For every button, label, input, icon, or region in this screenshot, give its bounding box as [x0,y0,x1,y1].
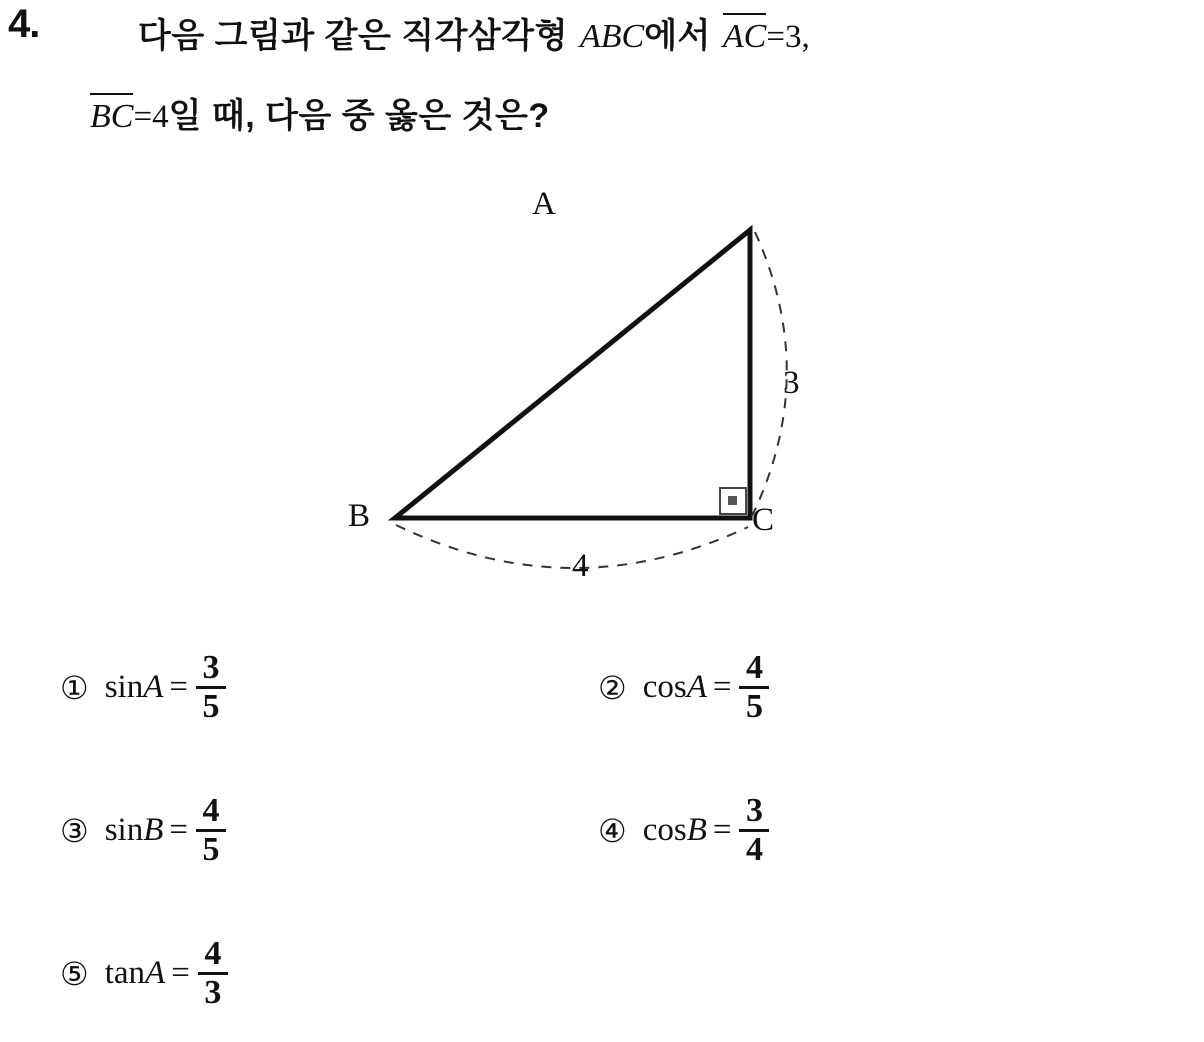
segment-bc-label: BC [90,98,134,135]
choice-5-function: tan [104,955,146,991]
measure-arc-ac [752,232,787,516]
choice-2[interactable] [598,650,769,725]
question-text-c: 일 때, 다음 중 옳은 것은? [168,97,550,135]
triangle-name: ABC [579,18,645,55]
choice-5-equals: = [171,955,190,991]
choice-4-variable: B [686,812,707,848]
choice-1-marker: ① [60,669,89,706]
question-text-a: 다음 그림과 같은 직각삼각형 [138,17,568,55]
choice-3-function: sin [104,812,144,848]
choice-5-fraction [198,936,228,1011]
choice-4-numerator: 3 [745,792,763,829]
choice-3-denominator: 5 [202,831,220,868]
choice-4-denominator: 4 [745,831,763,868]
choice-4-fraction [739,793,769,868]
choice-2-fraction [739,650,769,725]
choice-5[interactable] [60,936,228,1011]
choice-3[interactable] [60,793,226,868]
choice-3-equals: = [169,812,188,848]
choice-3-numerator: 4 [202,792,220,829]
comma-1: , [801,19,810,55]
choice-2-numerator: 4 [745,649,763,686]
triangle-diagram-svg [300,180,860,610]
choice-1-function: sin [104,669,144,705]
choice-2-equals: = [712,669,732,705]
choice-4[interactable] [598,793,769,868]
choice-2-denominator: 5 [745,688,763,725]
triangle-outline [395,230,750,518]
right-angle-dot [728,496,737,505]
choice-4-marker: ④ [598,812,627,849]
choice-5-denominator: 3 [204,974,222,1011]
ac-value: 3 [784,19,802,55]
choice-2-marker: ② [598,669,627,706]
choice-3-marker: ③ [60,812,89,849]
choice-1-equals: = [169,669,188,705]
choice-2-variable: A [686,669,707,705]
choice-3-fraction [196,793,226,868]
question-line-2 [90,88,550,137]
equals-sign-1: = [766,19,785,55]
bc-value: 4 [152,99,169,135]
question-number: 4. [8,2,40,46]
choice-3-variable: B [143,812,164,848]
triangle-figure [300,180,860,610]
choice-4-function: cos [642,812,687,848]
segment-ac-label: AC [722,18,767,55]
equals-sign-2: = [133,99,153,135]
side-length-bc: 4 [572,548,589,584]
vertex-label-a: A [532,186,556,222]
choice-1-numerator: 3 [202,649,220,686]
question-line-1 [138,8,810,57]
choice-5-variable: A [145,955,166,991]
side-length-ac: 3 [783,365,800,401]
choice-1-denominator: 5 [202,688,220,725]
choice-1[interactable] [60,650,226,725]
question-text-b: 에서 [644,17,711,55]
choice-5-numerator: 4 [204,935,222,972]
vertex-label-c: C [752,502,775,538]
choice-4-equals: = [712,812,732,848]
choice-2-function: cos [642,669,687,705]
choice-1-variable: A [143,669,164,705]
choice-1-fraction [196,650,226,725]
vertex-label-b: B [348,498,371,534]
choice-5-marker: ⑤ [60,955,89,992]
